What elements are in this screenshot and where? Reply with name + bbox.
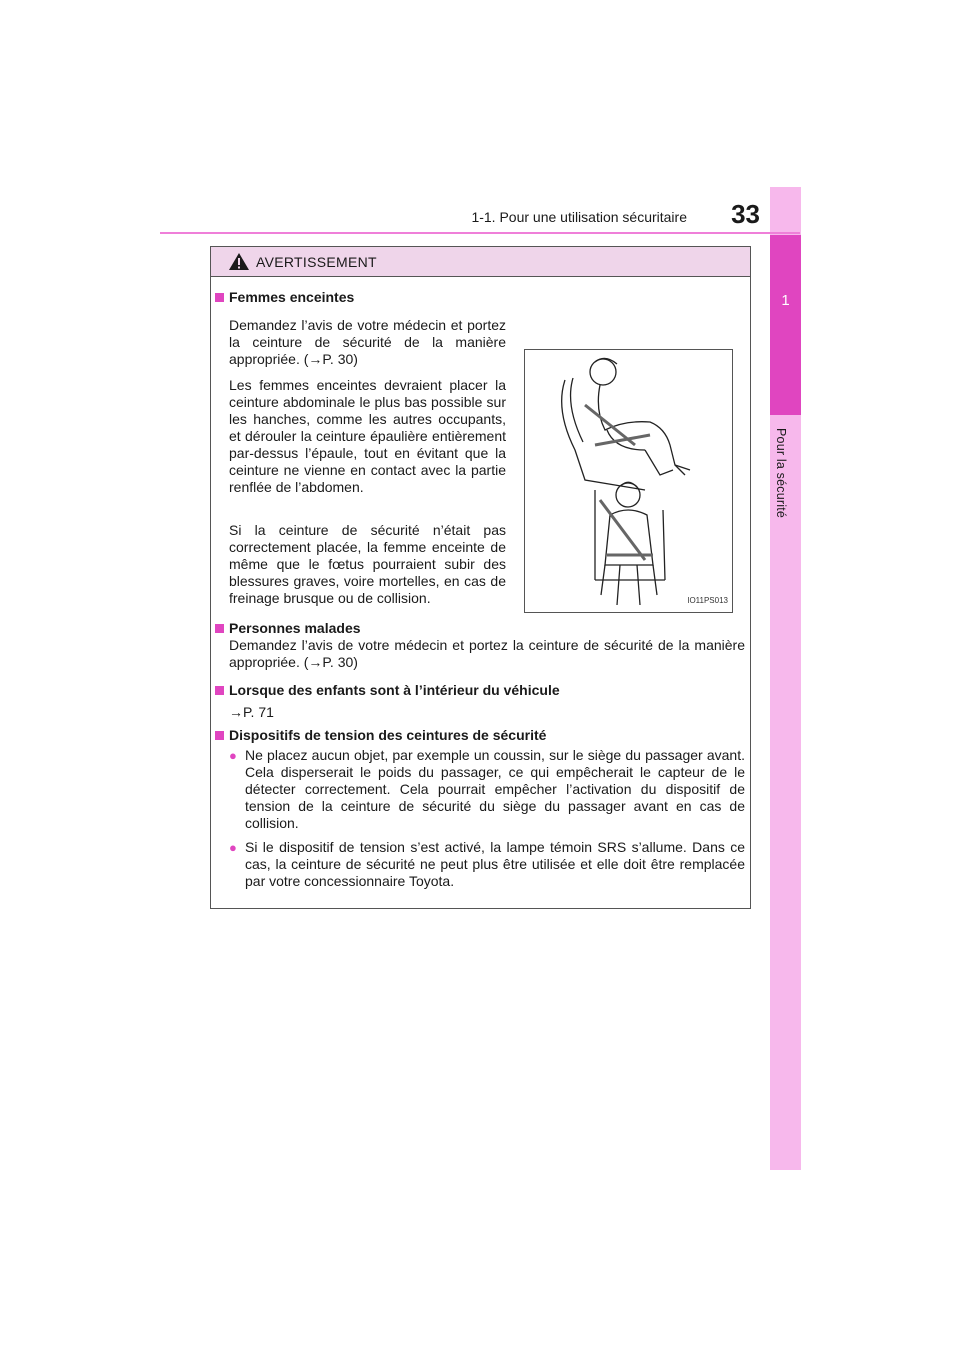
square-bullet-icon	[215, 624, 224, 633]
figure-code: IO11PS013	[687, 596, 728, 605]
paragraph: Demandez l’avis de votre médecin et portez la ceinture de sécurité de la manière appropriée. (→P. 30)	[229, 317, 506, 367]
section-title: Dispositifs de tension des ceintures de sécurité	[215, 727, 745, 744]
warning-box	[210, 246, 751, 909]
list-item: ● Ne placez aucun objet, par exemple un coussin, sur le siège du passager avant. Cela disperserait le poids du passager, ce qui empêcherait le capteur de le détecter correctement. Cela pourrait empêcher l’activation du dispositif de tension de la ceinture de sécurité du siège du passager avant en cas de collision.	[229, 747, 745, 831]
section-children	[215, 682, 745, 721]
chapter-title: 1-1. Pour une utilisation sécuritaire	[471, 209, 687, 225]
seatbelt-figure-svg	[525, 350, 732, 612]
warning-title: AVERTISSEMENT	[256, 253, 377, 270]
section-pregnant	[215, 289, 745, 306]
paragraph: Si la ceinture de sécurité n’était pas correctement placée, la femme enceinte de même que le fœtus pourraient subir des blessures graves, voire mortelles, en cas de freinage brusque ou de collision.	[229, 522, 506, 606]
section-title: Lorsque des enfants sont à l’intérieur du véhicule	[215, 682, 745, 699]
side-tab-chapter-marker	[770, 235, 801, 415]
paragraph: Demandez l’avis de votre médecin et portez la ceinture de sécurité de la manière appropriée. (→P. 30)	[229, 637, 745, 670]
header-rule	[160, 232, 800, 234]
circle-bullet-icon: ●	[229, 748, 237, 763]
section-ill	[215, 620, 745, 671]
square-bullet-icon	[215, 293, 224, 302]
pregnant-seatbelt-illustration	[524, 349, 733, 613]
square-bullet-icon	[215, 686, 224, 695]
section-title: Personnes malades	[215, 620, 745, 637]
page-reference: →P. 71	[229, 704, 274, 720]
square-bullet-icon	[215, 731, 224, 740]
circle-bullet-icon: ●	[229, 840, 237, 855]
paragraph: Les femmes enceintes devraient placer la ceinture abdominale le plus bas possible sur les hanches, comme les autres occupants, et dérouler la ceinture épaulière entièrement par-dessus l’épaule, tout en évitant que la ceinture ne vienne en contact avec la partie renflée de l’abdomen.	[229, 377, 506, 495]
section-pretensioners	[215, 727, 745, 890]
warning-header	[211, 247, 750, 277]
side-tab-label: Pour la sécurité	[774, 428, 788, 519]
warning-triangle-icon	[228, 252, 250, 271]
section-title: Femmes enceintes	[215, 289, 745, 306]
list-item: ● Si le dispositif de tension s’est activé, la lampe témoin SRS s’allume. Dans ce cas, la ceinture de sécurité ne peut plus être utilisée et elle doit être remplacée par votre concessionnaire Toyota.	[229, 839, 745, 889]
side-tab-number: 1	[781, 292, 790, 309]
page-number: 33	[731, 199, 760, 229]
